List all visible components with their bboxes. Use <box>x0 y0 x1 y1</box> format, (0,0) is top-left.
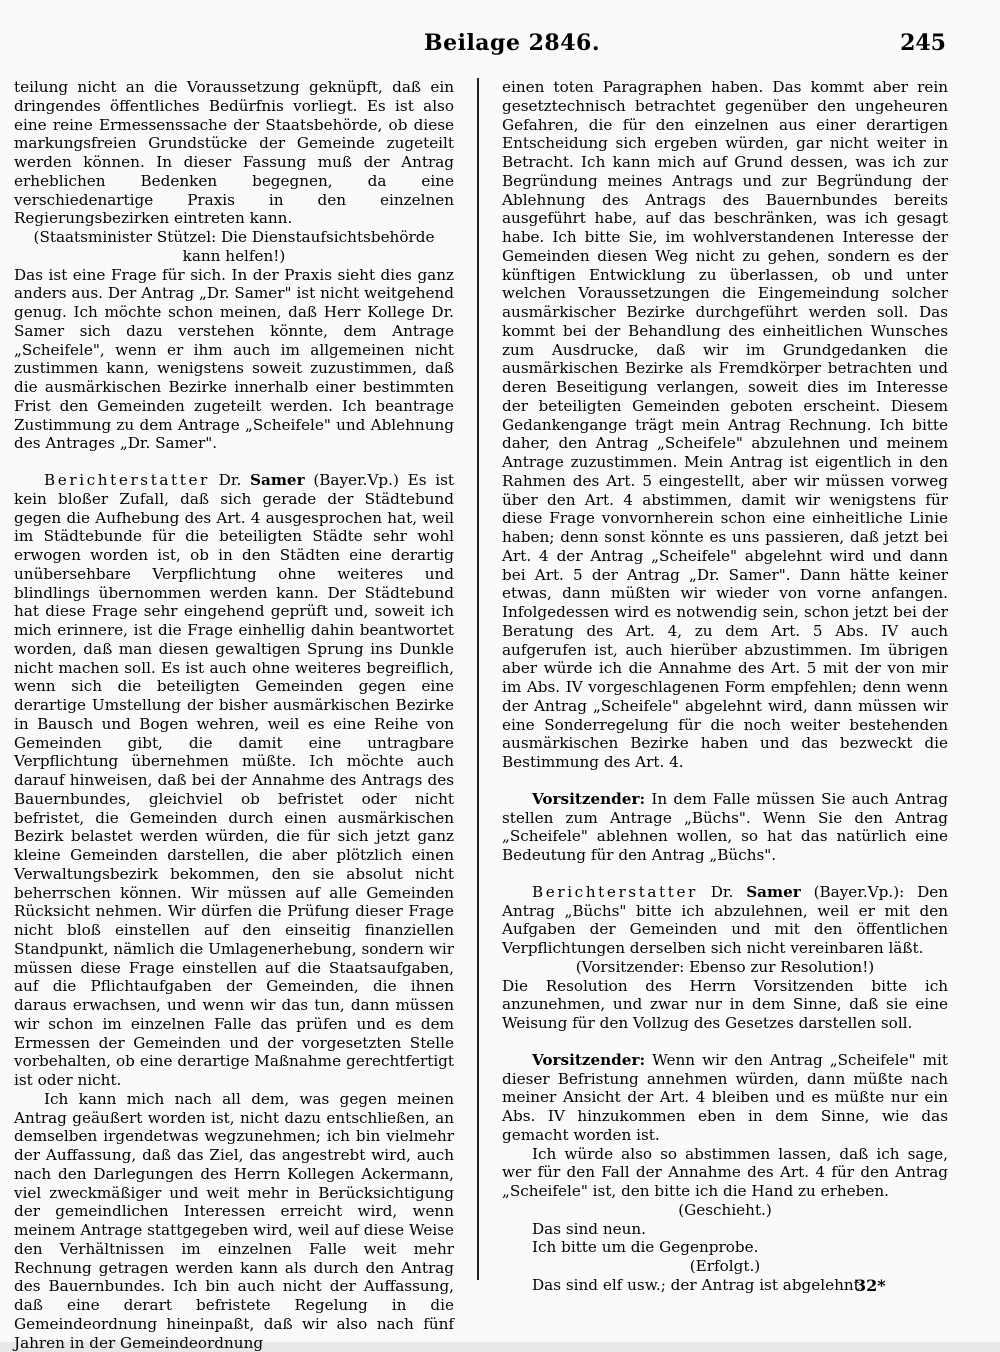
speaker-role: Vorsitzender: <box>532 1050 646 1069</box>
speaker-name: Samer <box>250 471 305 489</box>
speaker-party: (Bayer.Vp.): <box>813 882 905 901</box>
speaker-title: Dr. <box>710 882 734 901</box>
speaker-role: Berichterstatter <box>532 882 698 901</box>
paragraph: Das ist eine Frage für sich. In der Praxis sieht dies ganz anders aus. Der Antrag „Dr. Samer" ist nicht weitgehend genug. Ich möchte schon meinen, daß Herr Kollege Dr. Samer sich dazu verstehen könnte, dem Antrage „Scheifele", wenn er ihm auch im allgemeinen nicht zustimmen kann, wenigstens soweit zuzustimmen, daß die ausmärkischen Bezirke innerhalb einer bestimmten Frist den Gemeinden zugeteilt werden. Ich beantrage Zustimmung zu dem Antrage „Scheifele" und Ablehnung des Antrages „Dr. Samer". <box>14 265 454 453</box>
paragraph: Die Resolution des Herrn Vorsitzenden bitte ich anzunehmen, und zwar nur in dem Sinne, daß sie eine Weisung für den Vollzug des Gesetzes darstellen soll. <box>502 976 948 1032</box>
speaker-name: Samer <box>746 882 801 901</box>
paragraph: Das sind neun. <box>532 1219 646 1238</box>
running-title: Beilage 2846. <box>424 30 600 56</box>
speech-paragraph <box>502 883 948 958</box>
speech-text: In dem Falle müssen Sie auch Antrag stellen zum Antrage „Büchs". Wenn Sie den Antrag „Scheifele" ablehnen wollen, so hat das natürlich eine Bedeutung für den Antrag „Büchs". <box>502 789 948 864</box>
interjection: (Vorsitzender: Ebenso zur Resolution!) <box>575 957 875 976</box>
paragraph: einen toten Paragraphen haben. Das kommt aber rein gesetztechnisch betrachtet gegenüber den ungeheuren Gefahren, die für den einzelnen aus einer derartigen Entscheidung sich ergeben würden, gar nicht weiter in Betracht. Ich kann mich auf Grund dessen, was ich zur Begründung meines Antrags und zur Begründung der Ablehnung des Antrags des Bauernbundes bereits ausgeführt habe, auf das beschränken, was ich gesagt habe. Ich bitte Sie, im wohlverstandenen Interesse der Gemeinden diesen Weg nicht zu gehen, sondern es der künftigen Entwicklung zu überlassen, ob und unter welchen Voraussetzungen die Eingemeindung solcher ausmärkischer Bezirke durchgeführt werden soll. Das kommt bei der Behandlung des einheitlichen Wunsches zum Ausdrucke, daß wir im Grundgedanken die ausmärkischen Bezirke als Fremdkörper betrachten und deren Beseitigung verlangen, soweit dies im Interesse der beteiligten Gemeinden geboten erscheint. Diesem Gedankengange trägt mein Antrag Rechnung. Ich bitte daher, den Antrag „Scheifele" abzulehnen und meinem Antrage zuzustimmen. Mein Antrag ist eigentlich in den Rahmen des Art. 5 eingestellt, aber wir müssen vorweg über den Art. 4 abstimmen, damit wir wenigstens für diese Frage vonvornherein schon eine einheitliche Linie haben; denn sonst könnte es uns passieren, daß jetzt bei Art. 4 der Antrag „Scheifele" abgelehnt wird und dann bei Art. 5 der Antrag „Dr. Samer". Dann hätte keiner etwas, dann müßten wir wieder von vorne anfangen. Infolgedessen wird es notwendig sein, schon jetzt bei der Beratung des Art. 4, zu dem Art. 5 Abs. IV auch aufgerufen ist, auch hierüber abzustimmen. Im übrigen aber würde ich die Annahme des Art. 5 mit der von mir im Abs. IV vorgeschlagenen Form empfehlen; denn wenn der Antrag „Scheifele" abgelehnt wird, dann müssen wir eine Sonderregelung für die noch weiter bestehenden ausmärkischen Bezirke haben und das bezweckt die Bestimmung des Art. 4. <box>502 78 948 771</box>
speech-text: Es ist kein bloßer Zufall, daß sich gerade der Städtebund gegen die Aufhebung des Art. 4 ausgesprochen hat, weil im Städtebunde für die beteiligten Städte sehr wohl erwogen worden ist, ob in den Städten eine derartig unübersehbare Verpflichtung ohne weiteres und blindlings übernommen werden kann. Der Städtebund hat diese Frage sehr eingehend geprüft und, soweit ich mich erinnere, ist die Frage einhellig dahin beantwortet worden, daß man diesen gewaltigen Sprung ins Dunkle nicht machen soll. Es ist auch ohne weiteres begreiflich, wenn sich die beteiligten Gemeinden gegen eine derartige Umstellung der bisher ausmärkischen Bezirke in Bausch und Bogen wehren, weil es eine Reihe von Gemeinden gibt, die damit eine untragbare Verpflichtung übernehmen müßte. Ich möchte auch darauf hinweisen, daß bei der Annahme des Antrags des Bauernbundes, gleichviel ob befristet oder nicht befristet, die Gemeinden durch einen ausmärkischen Bezirk belastet werden würden, die für sich jetzt ganz kleine Gemeinden darstellen, die aber plötzlich einen Verwaltungsbezirk bekommen, den sie absolut nicht beherrschen können. Wir müssen auf alle Gemeinden Rücksicht nehmen. Wir dürfen die Prüfung dieser Frage nicht bloß einstellen auf den einseitig finanziellen Standpunkt, nämlich die Umlagenerhebung, sondern wir müssen diese Frage einstellen auf die Staatsaufgaben, auf die Pflichtaufgaben der Gemeinden, die ihnen daraus erwachsen, und wenn wir das tun, dann müssen wir schon im einzelnen Falle das prüfen und es dem Ermessen der Gemeinden und der vorgesetzten Stelle vorbehalten, ob eine derartige Maßnahme gerechtfertigt ist oder nicht. <box>14 471 455 1089</box>
page-number: 245 <box>900 30 946 56</box>
signature-mark: 32* <box>855 1276 886 1295</box>
paragraph: Ich kann mich nach all dem, was gegen meinen Antrag geäußert worden ist, nicht dazu entschließen, an demselben irgendetwas wegzunehmen; ich bin vielmehr der Auffassung, daß das Ziel, das angestrebt wird, auch nach den Darlegungen des Herrn Kollegen Ackermann, viel zweckmäßiger und weit mehr in Berücksichtigung der gemeindlichen Interessen erreicht wird, wenn meinem Antrage stattgegeben wird, weil auf diese Weise den Verhältnissen im einzelnen Falle weit mehr Rechnung getragen werden kann als durch den Antrag des Bauernbundes. Ich bin auch nicht der Auffassung, daß eine derart befristete Regelung in die Gemeindeordnung hineinpaßt, daß wir also nach fünf Jahren in der Gemeindeordnung <box>14 1089 454 1352</box>
page-header <box>0 30 1000 60</box>
speech-text: Wenn wir den Antrag „Scheifele" mit dieser Befristung annehmen würden, dann müßte nach meiner Ansicht der Art. 4 bleiben und es müßte nur ein Abs. IV hinzukommen eben in dem Sinne, wie das gemacht worden ist. <box>502 1050 949 1144</box>
column-divider <box>477 78 479 1280</box>
paragraph: teilung nicht an die Voraussetzung geknüpft, daß ein dringendes öffentliches Bedürfnis vorliegt. Es ist also eine reine Ermessenssache der Staatsbehörde, ob diese markungsfreien Grundstücke der Gemeinde zugeteilt werden können. In dieser Fassung muß der Antrag erheblichen Bedenken begegnen, da eine verschiedenartige Praxis in den einzelnen Regierungsbezirken eintreten kann. <box>14 78 454 228</box>
paragraph: Das sind elf usw.; der Antrag ist abgelehnt. <box>532 1275 865 1294</box>
paragraph: Ich würde also so abstimmen lassen, daß ich sage, wer für den Fall der Annahme des Art. 4 für den Antrag „Scheifele" ist, den bitte ich die Hand zu erheben. <box>502 1144 948 1200</box>
speech-paragraph <box>502 1051 948 1145</box>
interjection: (Staatsminister Stützel: Die Dienstaufsichtsbehörde kann helfen!) <box>33 228 435 265</box>
speaker-party: (Bayer.Vp.) <box>313 471 399 489</box>
speaker-role: Berichterstatter <box>44 471 210 489</box>
speech-paragraph <box>14 471 454 1090</box>
right-column <box>502 78 948 1295</box>
paragraph: Ich bitte um die Gegenprobe. <box>532 1238 759 1257</box>
speech-text: Den Antrag „Büchs" bitte ich abzulehnen, weil er mit den Aufgaben der Gemeinden und mit den öffentlichen Verpflichtungen derselben sich nicht vereinbaren läßt. <box>502 882 949 957</box>
interjection: (Geschieht.) <box>678 1200 772 1219</box>
speaker-title: Dr. <box>218 471 242 489</box>
interjection: (Erfolgt.) <box>689 1257 761 1275</box>
speaker-role: Vorsitzender: <box>532 789 646 808</box>
speech-paragraph <box>502 790 948 865</box>
left-column <box>14 78 454 1352</box>
